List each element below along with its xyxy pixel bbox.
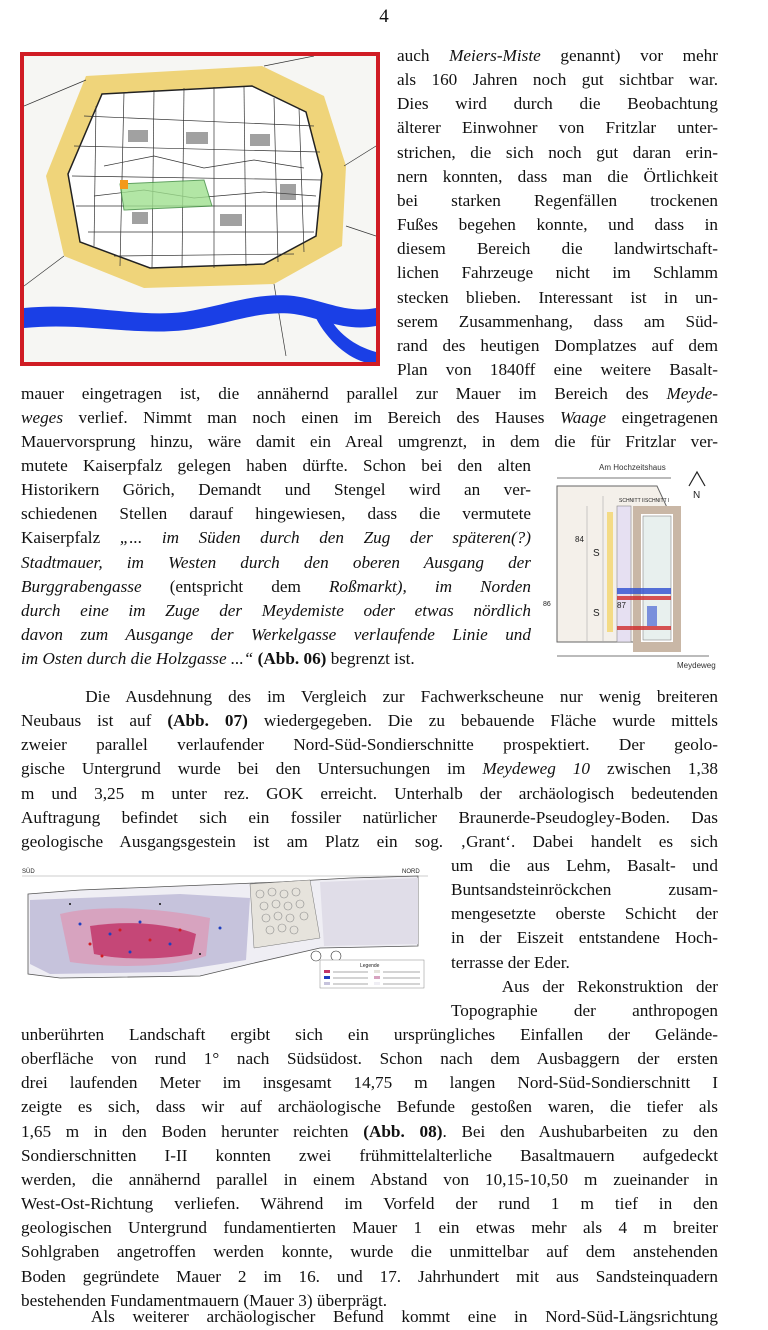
text-run: Fußes begehen konnte, und dass in <box>397 215 718 235</box>
text-run: 1,65 m in den Boden herunter reichten <box>21 1121 364 1141</box>
plan-label: 86 <box>543 601 551 608</box>
text-run: nern konnten, dass man die Örtlichkeit <box>397 166 718 186</box>
street-label-bottom: Meydeweg <box>677 661 716 670</box>
text-line <box>21 830 718 854</box>
text-run: . Bei den Aushubarbeiten zu den <box>442 1121 718 1141</box>
page-number: 4 <box>379 6 389 27</box>
text-line <box>21 1023 718 1047</box>
text-run: serem Zusammenhang, dass am Süd- <box>397 311 718 331</box>
text-run: wiedergegeben. Die zu bebauende Fläche wurde mittels <box>247 711 718 731</box>
paragraph-3-wrap <box>451 975 718 1023</box>
text-line <box>21 1192 718 1216</box>
text-line <box>21 1168 718 1192</box>
plan-label: S <box>593 608 600 619</box>
text-line <box>21 1305 718 1329</box>
text-run: Kaiserpfalz <box>21 528 120 548</box>
text-line <box>397 310 718 334</box>
text-line <box>397 189 718 213</box>
text-run: West-Ost-Richtung verliefen. Während im Vorfeld der rund 1 m tief in den <box>21 1194 718 1214</box>
text-line <box>21 1240 718 1264</box>
excavation-plan-drawing <box>537 456 717 674</box>
text-run: schiedenen Stellen darauf hingewiesen, dass die vermutete <box>21 504 531 524</box>
text-run: Aus der Rekonstruktion der <box>451 977 718 996</box>
text-run: Roßmarkt), <box>328 576 407 596</box>
plan-label: SCHNITT II <box>619 498 645 504</box>
text-run: verlief. Nimmt man noch einen im Bereich des Hauses <box>63 408 560 428</box>
text-run: bestehenden Fundamentmauern (Mauer 3) überprägt. <box>21 1290 388 1310</box>
text-line <box>451 854 718 878</box>
text-run: Sohlgraben angetroffen werden konnte, wurde die unmittelbar auf dem anstehenden <box>21 1242 718 1262</box>
site-marker <box>120 180 128 189</box>
paragraph-3-full <box>21 1023 718 1313</box>
text-run: im Osten durch die Holzgasse ...“ <box>21 649 254 669</box>
text-line <box>451 951 718 975</box>
text-run: Plan von 1840ff eine weitere Basalt- <box>397 360 718 380</box>
plan-label: SCHNITT I <box>645 498 670 504</box>
paragraph-1-side <box>21 454 531 671</box>
text-line <box>451 878 718 902</box>
profile-label-sud: SÜD <box>22 869 35 875</box>
text-line <box>397 358 718 382</box>
text-line <box>21 575 531 599</box>
text-line <box>21 1047 718 1071</box>
text-run: Topographie der anthropogen <box>451 1001 718 1021</box>
text-run: Boden gegründete Mauer 2 im 16. und 17. Jahrhundert mit aus Sandsteinquadern <box>21 1266 718 1286</box>
plan-label: 87 <box>617 601 626 610</box>
text-run: Die Ausdehnung des im Vergleich zur Fachwerkscheune nur wenig breiteren <box>21 687 718 706</box>
text-run: Mauervorsprung hinzu, wäre damit ein Areal umgrenzt, in dem die für Fritzlar ver- <box>21 432 718 452</box>
palace-area-highlight <box>120 180 212 210</box>
text-run: Meiers-Miste <box>449 46 541 65</box>
text-run: lichen Fahrzeuge nicht im Schlamm <box>397 263 718 283</box>
text-line <box>21 733 718 757</box>
text-line <box>451 926 718 950</box>
text-line <box>21 782 718 806</box>
text-run: oberfläche von rund 1° nach Südsüdost. Schon nach dem Ausbaggern der ersten <box>21 1049 718 1069</box>
text-line <box>21 709 718 733</box>
legend-title: Legende <box>360 963 380 969</box>
text-run: mengesetzte oberste Schicht der <box>451 904 718 924</box>
text-line <box>397 68 718 92</box>
text-line <box>451 902 718 926</box>
text-line <box>397 286 718 310</box>
text-line <box>21 502 531 526</box>
text-line <box>397 334 718 358</box>
text-run: davon zum Ausgange der Werkelgasse verlaufende Linie und <box>21 625 531 645</box>
text-run: Buntsandsteinröckchen zusam- <box>451 880 718 900</box>
text-line <box>397 261 718 285</box>
text-line <box>21 1216 718 1240</box>
text-run: geologische Ausgangsgestein ist am Platz ein sog. ‚Grant‘. Dabei handelt es sich <box>21 831 718 851</box>
text-run: Meydeweg 10 <box>482 759 590 779</box>
text-run: geologischen Untergrund fundamentierten Mauer 1 ein etwas mehr als 4 m breiter <box>21 1218 718 1238</box>
text-run: in der Eiszeit entstandene Hoch- <box>451 928 718 948</box>
text-line <box>397 116 718 140</box>
text-line <box>21 599 531 623</box>
text-run: unberührten Landschaft ergibt sich ein ursprüngliches Einfallen der Gelände- <box>21 1025 718 1044</box>
text-run: m und 3,25 m unter rez. GOK erreicht. Unterhalb der archäologisch bedeutenden <box>21 783 718 803</box>
text-run: genannt) vor mehr <box>540 46 719 65</box>
text-line <box>397 213 718 237</box>
text-line <box>451 975 718 999</box>
text-run: Meyde- <box>666 384 718 403</box>
text-run: um die aus Lehm, Basalt- und <box>451 856 718 875</box>
text-run: (entspricht dem <box>141 576 329 596</box>
text-run: (Abb. 07) <box>167 711 248 731</box>
text-run: mauer eingetragen ist, die annähernd parallel zur Mauer im Bereich des <box>21 384 667 403</box>
north-arrow: N <box>693 490 701 501</box>
text-line <box>21 382 718 406</box>
text-line <box>21 685 718 709</box>
text-run: Auftragung befindet sich ein fossiler natürlicher Braunerde-Pseudogley-Boden. Das <box>21 807 718 827</box>
city-map-drawing <box>24 56 376 362</box>
text-run: werden, die annähernd parallel in einem Abstand von 10,15-10,50 m zueinander in <box>21 1169 718 1189</box>
street-label-top: Am Hochzeitshaus <box>599 463 666 472</box>
section-profile-drawing <box>20 864 430 992</box>
text-run: drei laufenden Meter im insgesamt 14,75 m langen Nord-Süd-Sondierschnitt I <box>21 1073 718 1093</box>
paragraph-1-full <box>21 382 718 454</box>
text-line <box>21 1265 718 1289</box>
plan-label: 84 <box>575 535 584 544</box>
text-run: eingetragenen <box>606 408 718 428</box>
text-run: Historikern Görich, Demandt und Stengel wird an ver- <box>21 480 531 500</box>
text-run: „... im Süden durch den Zug der späteren(?) <box>119 528 531 548</box>
text-line <box>21 1071 718 1095</box>
text-run: Stadtmauer, im Westen durch den oberen Ausgang der <box>21 552 531 572</box>
text-run: Burggrabengasse <box>21 576 142 596</box>
text-run: diesem Bereich die landwirtschaft- <box>397 239 718 259</box>
profile-label-nord: NORD <box>402 869 420 875</box>
text-run: Als weiterer archäologischer Befund kommt eine in Nord-Süd-Längsrichtung <box>21 1307 718 1326</box>
city-map-figure <box>20 52 380 366</box>
text-line <box>21 526 531 550</box>
text-run: stecken blieben. Interessant ist in un- <box>397 287 718 307</box>
text-run: zwischen 1,38 <box>590 759 719 779</box>
paragraph-1-wrap <box>397 44 718 382</box>
excavation-plan-figure <box>537 456 717 674</box>
text-run: durch eine im Zuge der Meydemiste oder etwas nördlich <box>21 600 531 620</box>
paragraph-4 <box>21 1305 718 1329</box>
text-run: bei starken Regenfällen trockenen <box>397 190 718 210</box>
plan-label: S <box>593 548 600 559</box>
text-line <box>21 623 531 647</box>
text-line <box>451 999 718 1023</box>
text-run: als 160 Jahren noch gut sichtbar war. <box>397 70 718 90</box>
text-run: begrenzt ist. <box>326 649 415 669</box>
text-line <box>397 237 718 261</box>
text-line <box>21 806 718 830</box>
text-line <box>21 1120 718 1144</box>
section-profile-figure <box>20 864 430 992</box>
text-run: strichen, die sich noch gut daran erin- <box>397 142 718 162</box>
text-run: weges <box>21 408 64 428</box>
text-run: Neubaus ist auf <box>21 711 168 731</box>
text-line <box>397 165 718 189</box>
text-run: terrasse der Eder. <box>451 952 570 972</box>
text-run: auch <box>397 46 450 65</box>
text-line <box>21 454 531 478</box>
text-run: Dies wird durch die Beobachtung <box>397 94 718 114</box>
text-line <box>397 44 718 68</box>
text-run: zweier parallel verlaufender Nord-Süd-Sondierschnitte prospektiert. Der geolo- <box>21 735 718 755</box>
text-run: mutete Kaiserpfalz gelegen haben dürfte. Schon bei den alten <box>21 456 531 475</box>
text-line <box>21 430 718 454</box>
old-town-area <box>68 86 322 268</box>
text-run: älterer Einwohner von Fritzlar unter- <box>397 118 718 138</box>
text-line <box>21 1095 718 1119</box>
text-line <box>21 1144 718 1168</box>
text-run: im Norden <box>406 576 531 596</box>
text-run: zeigte es sich, dass wir auf archäologische Befunde gestoßen waren, die tiefer als <box>21 1097 718 1117</box>
text-line <box>21 757 718 781</box>
text-line <box>21 551 531 575</box>
text-run: Waage <box>559 408 607 428</box>
text-line <box>21 647 531 671</box>
text-line <box>397 141 718 165</box>
text-line <box>21 406 718 430</box>
text-run: (Abb. 06) <box>257 649 327 669</box>
text-run: (Abb. 08) <box>363 1121 443 1141</box>
paragraph-2-full <box>21 685 718 854</box>
text-run: Sondierschnitten I-II konnten zwei frühmittelalterliche Basaltmauern aufgedeckt <box>21 1145 718 1165</box>
paragraph-2-wrap <box>451 854 718 975</box>
text-run: rand des heutigen Domplatzes auf dem <box>397 335 718 355</box>
text-line <box>397 92 718 116</box>
text-run: gische Untergrund wurde bei den Untersuchungen im <box>21 759 483 779</box>
text-line <box>21 478 531 502</box>
